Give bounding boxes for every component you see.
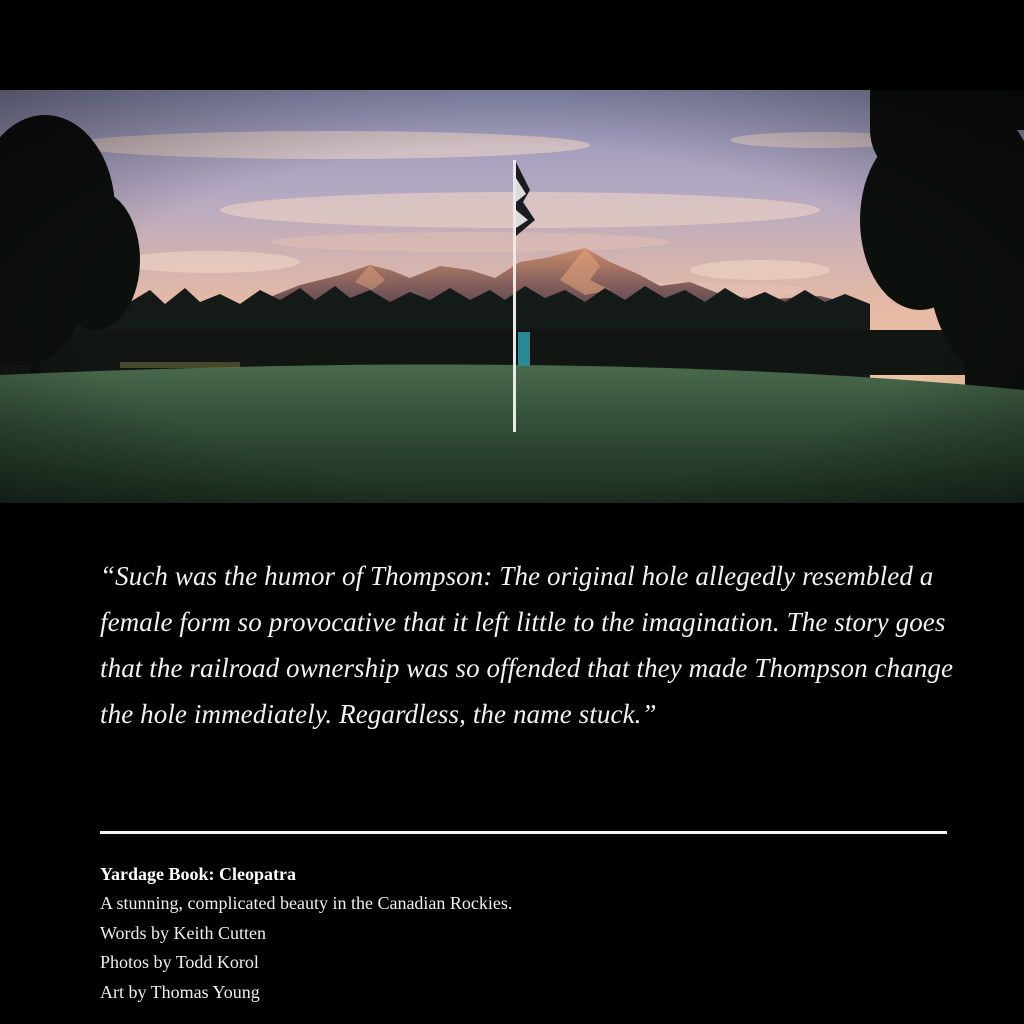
article-title: Yardage Book: Cleopatra (100, 864, 296, 884)
golf-green-mountain-scene (0, 90, 1024, 503)
photos-credit: Photos by Todd Korol (100, 952, 259, 973)
pull-quote: “Such was the humor of Thompson: The original hole allegedly resembled a female form so provocative that it left little to the imagination. The story goes that the railroad ownership was so offended that they made Thompson change the hole immediately. Regardless, the name stuck.” (100, 561, 954, 729)
credits-block (100, 860, 800, 1007)
words-credit: Words by Keith Cutten (100, 922, 267, 943)
article-subtitle: A stunning, complicated beauty in the Canadian Rockies. (100, 893, 513, 914)
hero-photo (0, 90, 1024, 503)
art-credit: Art by Thomas Young (100, 981, 260, 1002)
divider-rule (100, 831, 947, 834)
